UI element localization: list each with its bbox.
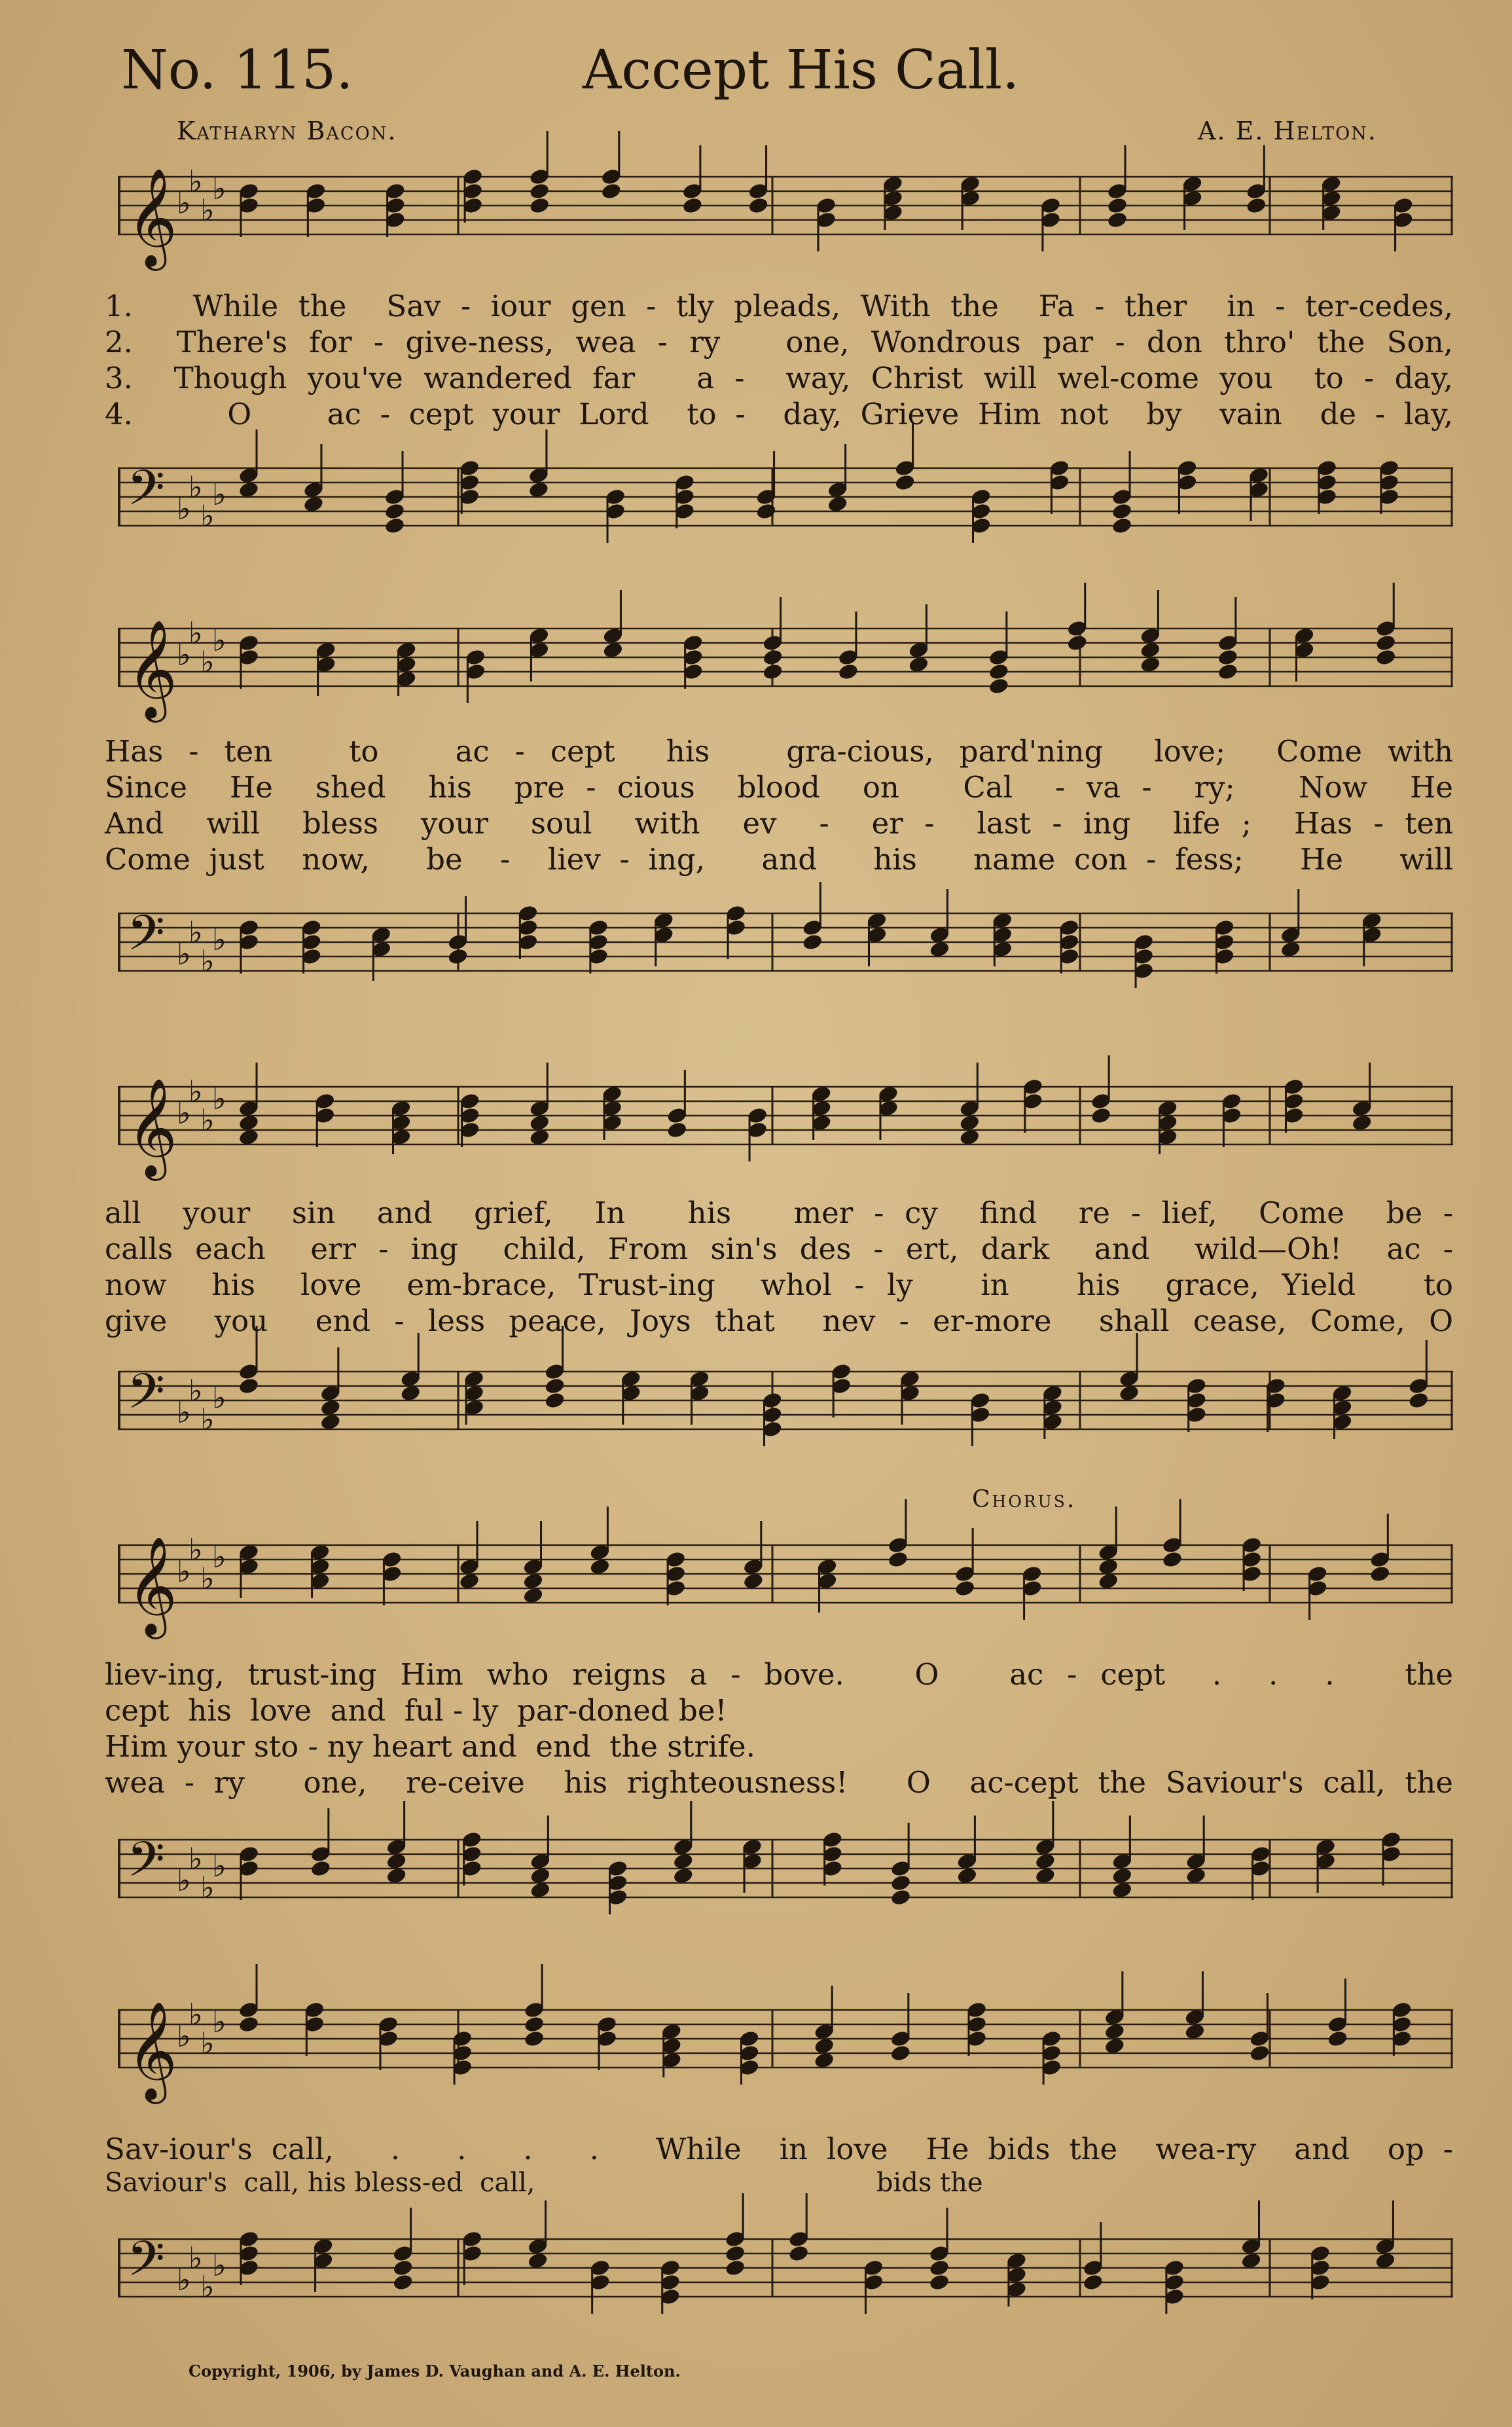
note-head (384, 502, 405, 520)
note-head (725, 2259, 746, 2277)
note-head (238, 1377, 259, 1395)
chorus-label: Chorus. (972, 1486, 1077, 1513)
treble-staff (118, 164, 1453, 266)
note-head (1066, 634, 1088, 652)
flat-icon: ♭ (200, 1561, 215, 1596)
lyric-line-2: Saviour's call, his bless-ed call, bids the (105, 2168, 983, 2198)
staff-graphic (118, 1074, 1453, 1198)
note-head (529, 182, 550, 200)
staff-graphic (118, 615, 1453, 740)
flat-icon: ♭ (177, 185, 191, 221)
note-head (887, 1550, 909, 1569)
lyric-verse-4: 4. O ac - cept your Lord to - day, Grieve Him not by vain de - lay, (105, 397, 1453, 431)
hymn-number: No. 115. (121, 39, 353, 101)
flat-icon: ♭ (189, 1532, 203, 1567)
flat-icon: ♭ (189, 2240, 203, 2276)
flat-icon: ♭ (212, 2248, 226, 2283)
note-head (928, 2273, 950, 2291)
flat-icon: ♭ (189, 1997, 203, 2032)
flat-icon: ♭ (189, 1074, 203, 1109)
flat-icon: ♭ (212, 1539, 226, 1575)
flat-icon: ♭ (177, 491, 191, 526)
note-head (988, 663, 1009, 681)
note-head (447, 947, 469, 966)
staff-graphic (118, 1997, 1453, 2121)
staff-graphic (118, 1532, 1453, 1656)
flat-icon: ♭ (200, 644, 215, 680)
note-head (837, 663, 859, 681)
flat-icon: ♭ (177, 2262, 191, 2297)
lyric-verse-2: 2. There's for - give-ness, wea - ry one, Wondrous par - don thro' the Son, (105, 325, 1453, 359)
note-head (666, 1121, 688, 1139)
lyric-verse-1: all your sin and grief, In his mer - cy find re - lief, Come be - (105, 1195, 1453, 1230)
music-system-5 (105, 1990, 1453, 2344)
music-system-3 (105, 1067, 1453, 1493)
music-system-4 (105, 1486, 1453, 1958)
bass-staff (118, 1365, 1453, 1444)
flat-icon: ♭ (189, 915, 203, 950)
treble-staff (118, 615, 1453, 718)
flat-icon: ♭ (212, 171, 226, 206)
note-head (890, 2044, 911, 2062)
flat-icon: ♭ (177, 1863, 191, 1898)
note-head (755, 502, 777, 520)
bass-clef-icon: 𝄢 (127, 1363, 165, 1432)
flat-icon: ♭ (189, 469, 203, 505)
note-head (1090, 1106, 1112, 1125)
note-head (310, 1859, 331, 1878)
bass-staff (118, 1833, 1453, 1912)
note-head (392, 2259, 414, 2277)
note-head (1106, 196, 1128, 215)
note-head (890, 1888, 912, 1907)
flat-icon: ♭ (189, 1841, 203, 1876)
flat-icon: ♭ (200, 1103, 215, 1138)
note-head (954, 1579, 976, 1597)
staff-graphic (118, 1833, 1453, 1951)
note-head (725, 2244, 746, 2263)
flat-icon: ♭ (200, 1402, 215, 1437)
treble-staff (118, 1532, 1453, 1635)
hymn-title: Accept His Call. (583, 39, 1020, 101)
lyric-verse-1: Has - ten to ac - cept his gra-cious, pard'ning love; Come with (105, 734, 1453, 769)
note-head (894, 473, 916, 492)
flat-icon: ♭ (177, 1395, 191, 1430)
flat-icon: ♭ (200, 498, 215, 534)
flat-icon: ♭ (212, 1081, 226, 1116)
bass-staff (118, 462, 1453, 540)
flat-icon: ♭ (177, 637, 191, 672)
note-head (600, 182, 622, 200)
note-head (1106, 211, 1128, 229)
flat-icon: ♭ (200, 1870, 215, 1905)
music-system-1 (105, 157, 1453, 583)
note-head (238, 2015, 259, 2034)
treble-clef-icon: 𝄞 (127, 1077, 177, 1177)
note-head (1369, 1565, 1391, 1583)
treble-clef-icon: 𝄞 (127, 167, 177, 266)
flat-icon: ♭ (177, 936, 191, 972)
bass-clef-icon: 𝄢 (127, 905, 165, 974)
flat-icon: ♭ (177, 1095, 191, 1131)
staff-graphic (118, 164, 1453, 288)
music-system-2 (105, 609, 1453, 1034)
flat-icon: ♭ (200, 2026, 215, 2061)
note-head (1111, 517, 1132, 535)
note-head (384, 517, 405, 535)
note-head (988, 677, 1009, 695)
note-head (788, 2244, 810, 2263)
note-head (1217, 648, 1238, 666)
note-head (1246, 196, 1267, 215)
staff-graphic (118, 1365, 1453, 1483)
flat-icon: ♭ (189, 615, 203, 651)
note-head (1161, 1550, 1183, 1569)
note-head (524, 2015, 545, 2034)
staff-graphic (118, 462, 1453, 579)
flat-icon: ♭ (189, 164, 203, 199)
note-head (1249, 2044, 1270, 2062)
flat-icon: ♭ (200, 2269, 215, 2305)
note-head (392, 2273, 414, 2291)
flat-icon: ♭ (189, 1373, 203, 1408)
note-head (762, 648, 783, 666)
treble-clef-icon: 𝄞 (127, 1535, 177, 1635)
flat-icon: ♭ (200, 192, 215, 228)
staff-graphic (118, 2233, 1453, 2350)
bass-clef-icon: 𝄢 (127, 460, 165, 528)
note-head (890, 1874, 912, 1892)
treble-staff (118, 1074, 1453, 1177)
flat-icon: ♭ (212, 922, 226, 957)
lyric-verse-3: 3. Though you've wandered far a - way, Christ will wel-come you to - day, (105, 361, 1453, 395)
flat-icon: ♭ (212, 2004, 226, 2039)
bass-staff (118, 907, 1453, 985)
note-head (544, 1377, 566, 1395)
lyric-verse-1: 1. While the Sav - iour gen - tly pleads, With the Fa - ther in - ter-cedes, (105, 289, 1453, 323)
flat-icon: ♭ (212, 1848, 226, 1884)
bass-clef-icon: 𝄢 (127, 1831, 165, 1900)
note-head (529, 196, 550, 215)
flat-icon: ♭ (212, 623, 226, 658)
note-head (524, 2030, 545, 2048)
lyric-verse-2: Since He shed his pre - cious blood on Cal - va - ry; Now He (105, 770, 1453, 805)
note-head (1327, 2030, 1348, 2048)
note-head (1111, 502, 1132, 520)
flat-icon: ♭ (212, 1380, 226, 1415)
lyric-verse-2: calls each err - ing child, From sin's des - ert, dark and wild—Oh! ac - (105, 1232, 1453, 1266)
lyric-verse-2: cept his love and ful - ly par-doned be! (105, 1693, 727, 1728)
lyric-verse-4: give you end - less peace, Joys that nev - er-more shall cease, Come, O (105, 1304, 1453, 1338)
note-head (762, 663, 783, 681)
lyric-verse-3: now his love em-brace, Trust-ing whol - ly in his grace, Yield to (105, 1268, 1453, 1302)
note-head (681, 196, 703, 215)
note-head (544, 1391, 566, 1410)
copyright-notice: Copyright, 1906, by James D. Vaughan and A. E. Helton. (189, 2362, 681, 2381)
note-head (802, 933, 823, 951)
flat-icon: ♭ (200, 943, 215, 979)
lyric-verse-3: And will bless your soul with ev - er - last - ing life ; Has - ten (105, 806, 1453, 841)
note-head (1082, 2273, 1104, 2291)
lyric-verse-1: liev-ing, trust-ing Him who reigns a - bove. O ac - cept . . . the (105, 1657, 1453, 1692)
lyric-verse-4: wea - ry one, re-ceive his righteousness! O ac-cept the Saviour's call, the (105, 1765, 1453, 1800)
flat-icon: ♭ (212, 477, 226, 512)
author-credit: Katharyn Bacon. (177, 117, 397, 145)
treble-clef-icon: 𝄞 (127, 619, 177, 718)
bass-clef-icon: 𝄢 (127, 2231, 165, 2299)
flat-icon: ♭ (177, 2018, 191, 2054)
lyric-line-1: Sav-iour's call, . . . . While in love He bids the wea-ry and op - (105, 2132, 1453, 2166)
treble-staff (118, 1997, 1453, 2100)
note-head (928, 2259, 950, 2277)
treble-clef-icon: 𝄞 (127, 2000, 177, 2100)
note-head (747, 196, 769, 215)
lyric-verse-4: Come just now, be - liev - ing, and his name con - fess; He will (105, 842, 1453, 877)
staff-graphic (118, 907, 1453, 1025)
lyric-verse-3: Him your sto - ny heart and end the strife. (105, 1729, 755, 1764)
note-head (1217, 663, 1238, 681)
composer-credit: A. E. Helton. (1198, 117, 1377, 145)
note-head (1375, 648, 1397, 666)
note-head (1408, 1391, 1430, 1410)
flat-icon: ♭ (177, 1554, 191, 1589)
bass-staff (118, 2233, 1453, 2311)
note-head (1375, 634, 1397, 652)
